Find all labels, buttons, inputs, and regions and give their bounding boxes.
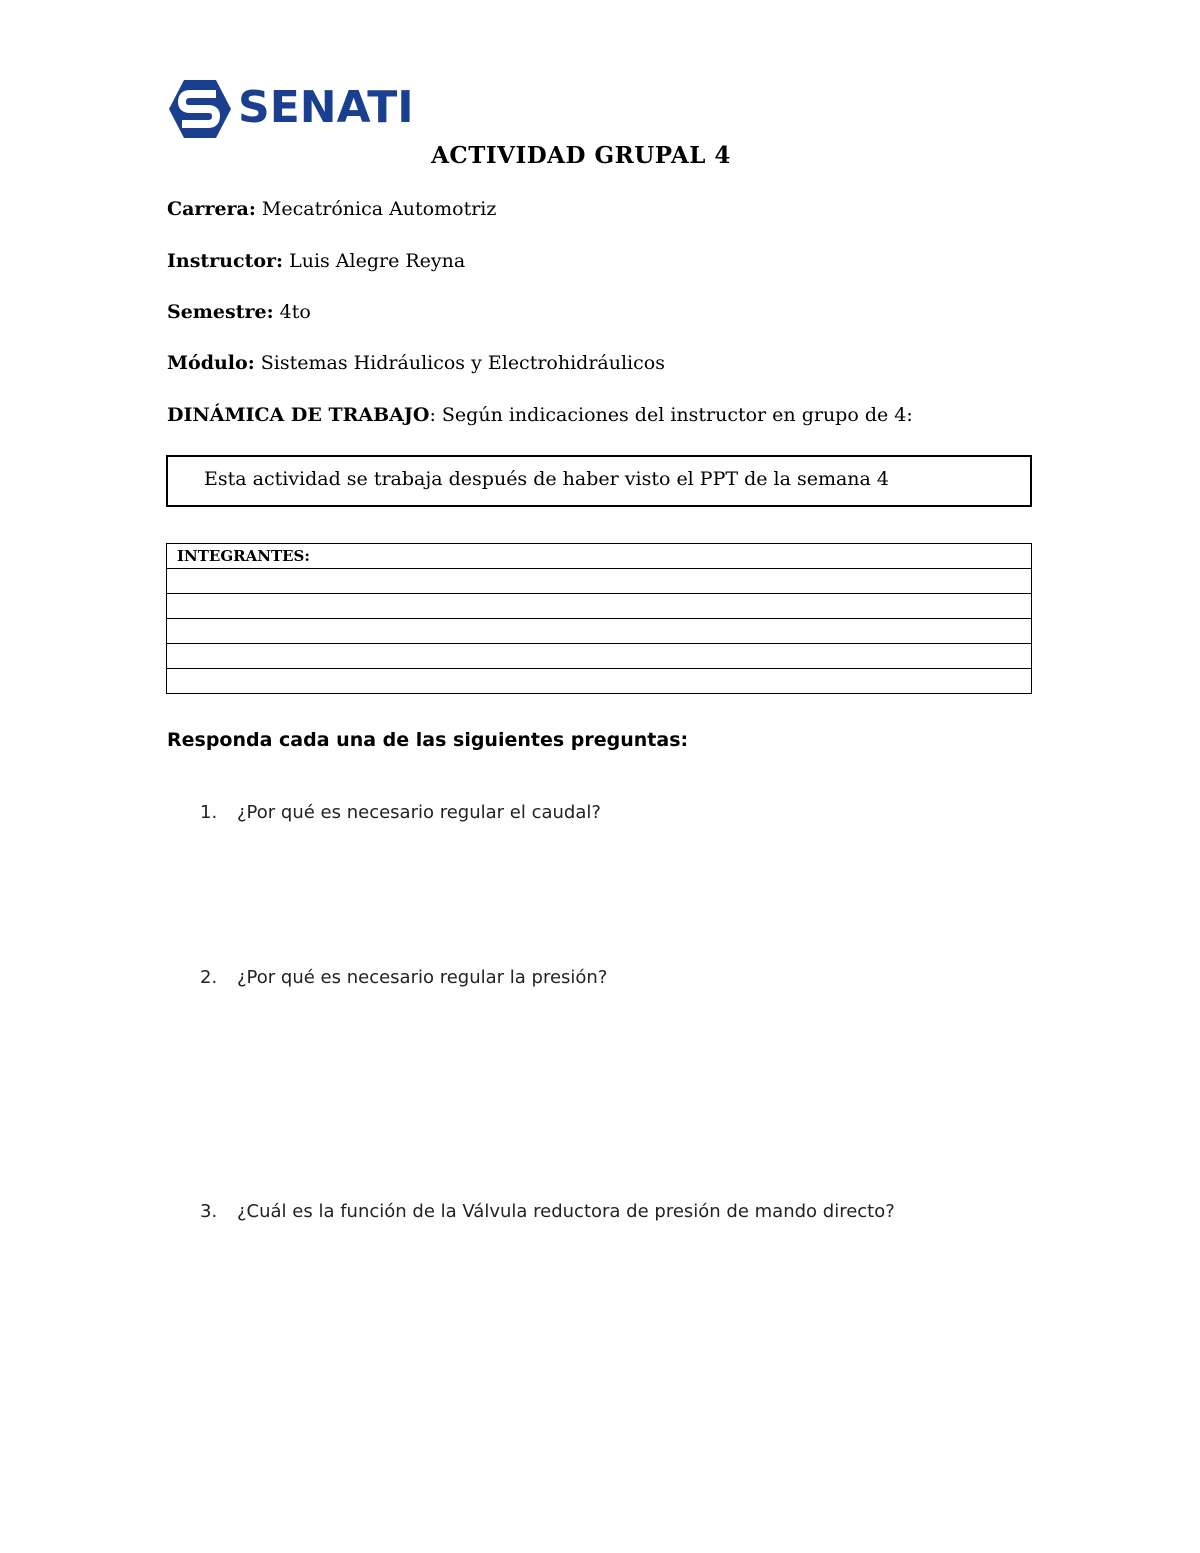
semestre-value: 4to: [273, 301, 311, 323]
dinamica-line: [167, 404, 913, 426]
dinamica-value: : Según indicaciones del instructor en grupo de 4:: [429, 404, 913, 426]
table-row: [167, 669, 1032, 694]
modulo-value: Sistemas Hidráulicos y Electrohidráulicos: [254, 352, 665, 374]
integrante-cell-2[interactable]: [167, 594, 1032, 619]
question-text: ¿Por qué es necesario regular la presión?: [237, 967, 608, 988]
carrera-line: [167, 198, 496, 220]
semestre-label: Semestre:: [167, 301, 274, 323]
modulo-line: [167, 352, 665, 374]
integrante-cell-4[interactable]: [167, 644, 1032, 669]
table-row: [167, 644, 1032, 669]
carrera-value: Mecatrónica Automotriz: [255, 198, 497, 220]
dinamica-label: DINÁMICA DE TRABAJO: [167, 404, 430, 426]
semestre-line: [167, 301, 311, 323]
notice-box: [166, 455, 1032, 507]
integrante-cell-5[interactable]: [167, 669, 1032, 694]
logo-wordmark: SENATI: [238, 82, 414, 133]
question-3: [200, 1201, 895, 1222]
modulo-label: Módulo:: [167, 352, 255, 374]
integrantes-header: INTEGRANTES:: [167, 544, 1032, 569]
instructor-value: Luis Alegre Reyna: [283, 250, 466, 272]
question-text: ¿Cuál es la función de la Válvula reductora de presión de mando directo?: [237, 1201, 895, 1222]
senati-emblem-icon: [168, 78, 232, 140]
question-number: 1.: [200, 802, 218, 823]
instructor-line: [167, 250, 465, 272]
question-1: [200, 802, 601, 823]
table-row: [167, 619, 1032, 644]
question-text: ¿Por qué es necesario regular el caudal?: [237, 802, 601, 823]
carrera-label: Carrera:: [167, 198, 256, 220]
integrante-cell-1[interactable]: [167, 569, 1032, 594]
notice-text: Esta actividad se trabaja después de haber visto el PPT de la semana 4: [204, 468, 890, 490]
integrante-cell-3[interactable]: [167, 619, 1032, 644]
question-2: [200, 967, 607, 988]
table-header-row: [167, 544, 1032, 569]
table-row: [167, 569, 1032, 594]
instruction-heading: Responda cada una de las siguientes preguntas:: [167, 729, 689, 751]
senati-logo: [168, 78, 414, 140]
document-title: ACTIVIDAD GRUPAL 4: [431, 142, 731, 169]
instructor-label: Instructor:: [167, 250, 284, 272]
question-number: 3.: [200, 1201, 218, 1222]
integrantes-table: [166, 543, 1032, 694]
question-number: 2.: [200, 967, 218, 988]
table-row: [167, 594, 1032, 619]
